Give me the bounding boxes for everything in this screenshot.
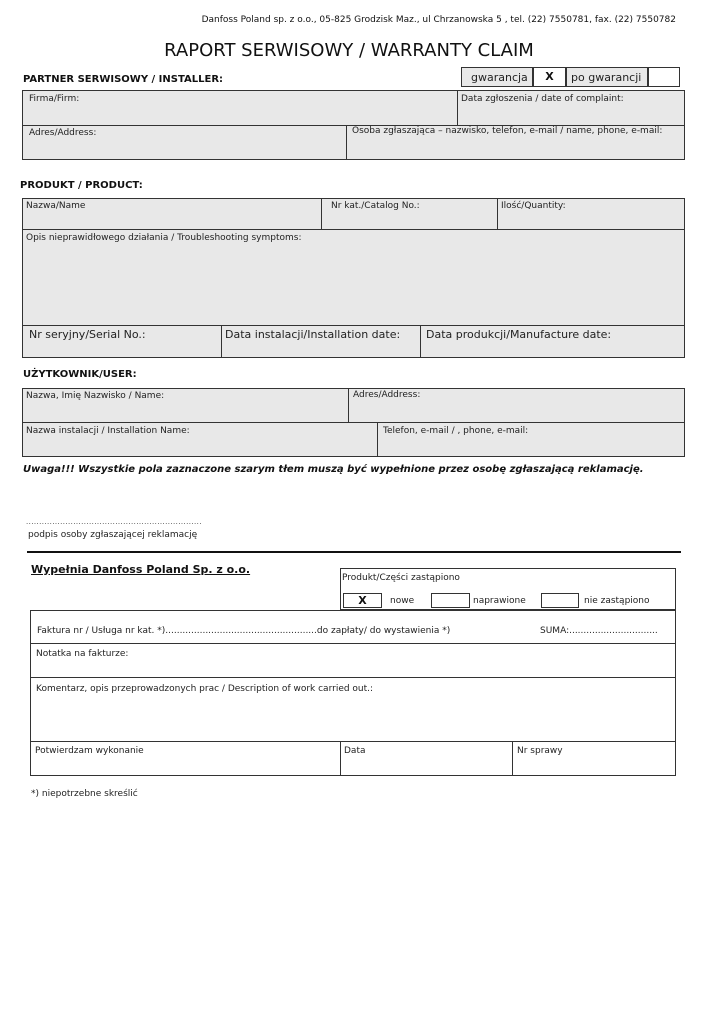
warranty-in-label: gwarancja xyxy=(471,71,528,84)
warranty-out-checkbox[interactable] xyxy=(648,67,680,87)
partner-date-field[interactable]: Data zgłoszenia / date of complaint: xyxy=(461,94,624,104)
repair-number-field[interactable]: Nr sprawy xyxy=(517,746,563,756)
parts-not-replaced-label: nie zastąpiono xyxy=(584,596,650,606)
product-catalog-field[interactable]: Nr kat./Catalog No.: xyxy=(331,201,420,211)
parts-repaired-checkbox[interactable] xyxy=(431,593,470,608)
parts-repaired-label: naprawione xyxy=(473,596,526,606)
signature-line[interactable]: ................................................................... xyxy=(26,518,202,526)
warranty-in-checkbox[interactable]: X xyxy=(533,67,566,87)
invoice-field[interactable]: Faktura nr / Usługa nr kat. *).....................................................do zapłaty/ do wystawienia *) xyxy=(37,626,451,636)
page-title: RAPORT SERWISOWY / WARRANTY CLAIM xyxy=(164,40,534,61)
parts-new-label: nowe xyxy=(390,596,415,606)
work-comment-field[interactable]: Komentarz, opis przeprowadzonych prac / Description of work carried out.: xyxy=(36,684,374,694)
user-phone-field[interactable]: Telefon, e-mail / , phone, e-mail: xyxy=(383,426,529,436)
sum-field[interactable]: SUMA:............................... xyxy=(540,626,658,636)
product-manufacture-date-field[interactable]: Data produkcji/Manufacture date: xyxy=(426,328,612,341)
company-address-line: Danfoss Poland sp. z o.o., 05-825 Grodzisk Maz., ul Chrzanowska 5 , tel. (22) 7550781, fax. (22) 7550782 xyxy=(201,15,676,25)
product-name-field[interactable]: Nazwa/Name xyxy=(26,201,86,211)
signature-label: podpis osoby zgłaszającej reklamację xyxy=(28,530,198,540)
footnote: *) niepotrzebne skreślić xyxy=(31,789,138,799)
confirm-field[interactable]: Potwierdzam wykonanie xyxy=(35,746,144,756)
partner-address-field[interactable]: Adres/Address: xyxy=(29,128,97,138)
invoice-note-field[interactable]: Notatka na fakturze: xyxy=(36,649,129,659)
partner-person-field[interactable]: Osoba zgłaszająca – nazwisko, telefon, e-mail / name, phone, e-mail: xyxy=(352,126,663,136)
section-divider xyxy=(27,551,681,553)
product-serial-field[interactable]: Nr seryjny/Serial No.: xyxy=(29,328,146,341)
date-field[interactable]: Data xyxy=(344,746,366,756)
product-install-date-field[interactable]: Data instalacji/Installation date: xyxy=(225,328,401,341)
partner-heading: PARTNER SERWISOWY / INSTALLER: xyxy=(23,74,224,85)
warranty-out-label: po gwarancji xyxy=(571,71,642,84)
product-quantity-field[interactable]: Ilość/Quantity: xyxy=(501,201,566,211)
danfoss-heading: Wypełnia Danfoss Poland Sp. z o.o. xyxy=(31,563,251,576)
product-symptoms-field[interactable]: Opis nieprawidłowego działania / Troubleshooting symptoms: xyxy=(26,233,302,243)
user-heading: UŻYTKOWNIK/USER: xyxy=(23,369,137,380)
partner-firm-field[interactable]: Firma/Firm: xyxy=(29,94,80,104)
user-installation-field[interactable]: Nazwa instalacji / Installation Name: xyxy=(26,426,190,436)
user-name-field[interactable]: Nazwa, Imię Nazwisko / Name: xyxy=(26,391,165,401)
parts-replaced-label: Produkt/Części zastąpiono xyxy=(342,573,460,583)
product-heading: PRODUKT / PRODUCT: xyxy=(20,180,143,191)
parts-not-replaced-checkbox[interactable] xyxy=(541,593,579,608)
user-address-field[interactable]: Adres/Address: xyxy=(353,390,421,400)
parts-new-checkbox[interactable]: X xyxy=(343,593,382,608)
grey-fields-notice: Uwaga!!! Wszystkie pola zaznaczone szarym tłem muszą być wypełnione przez osobę zgłaszającą reklamację. xyxy=(23,464,644,475)
